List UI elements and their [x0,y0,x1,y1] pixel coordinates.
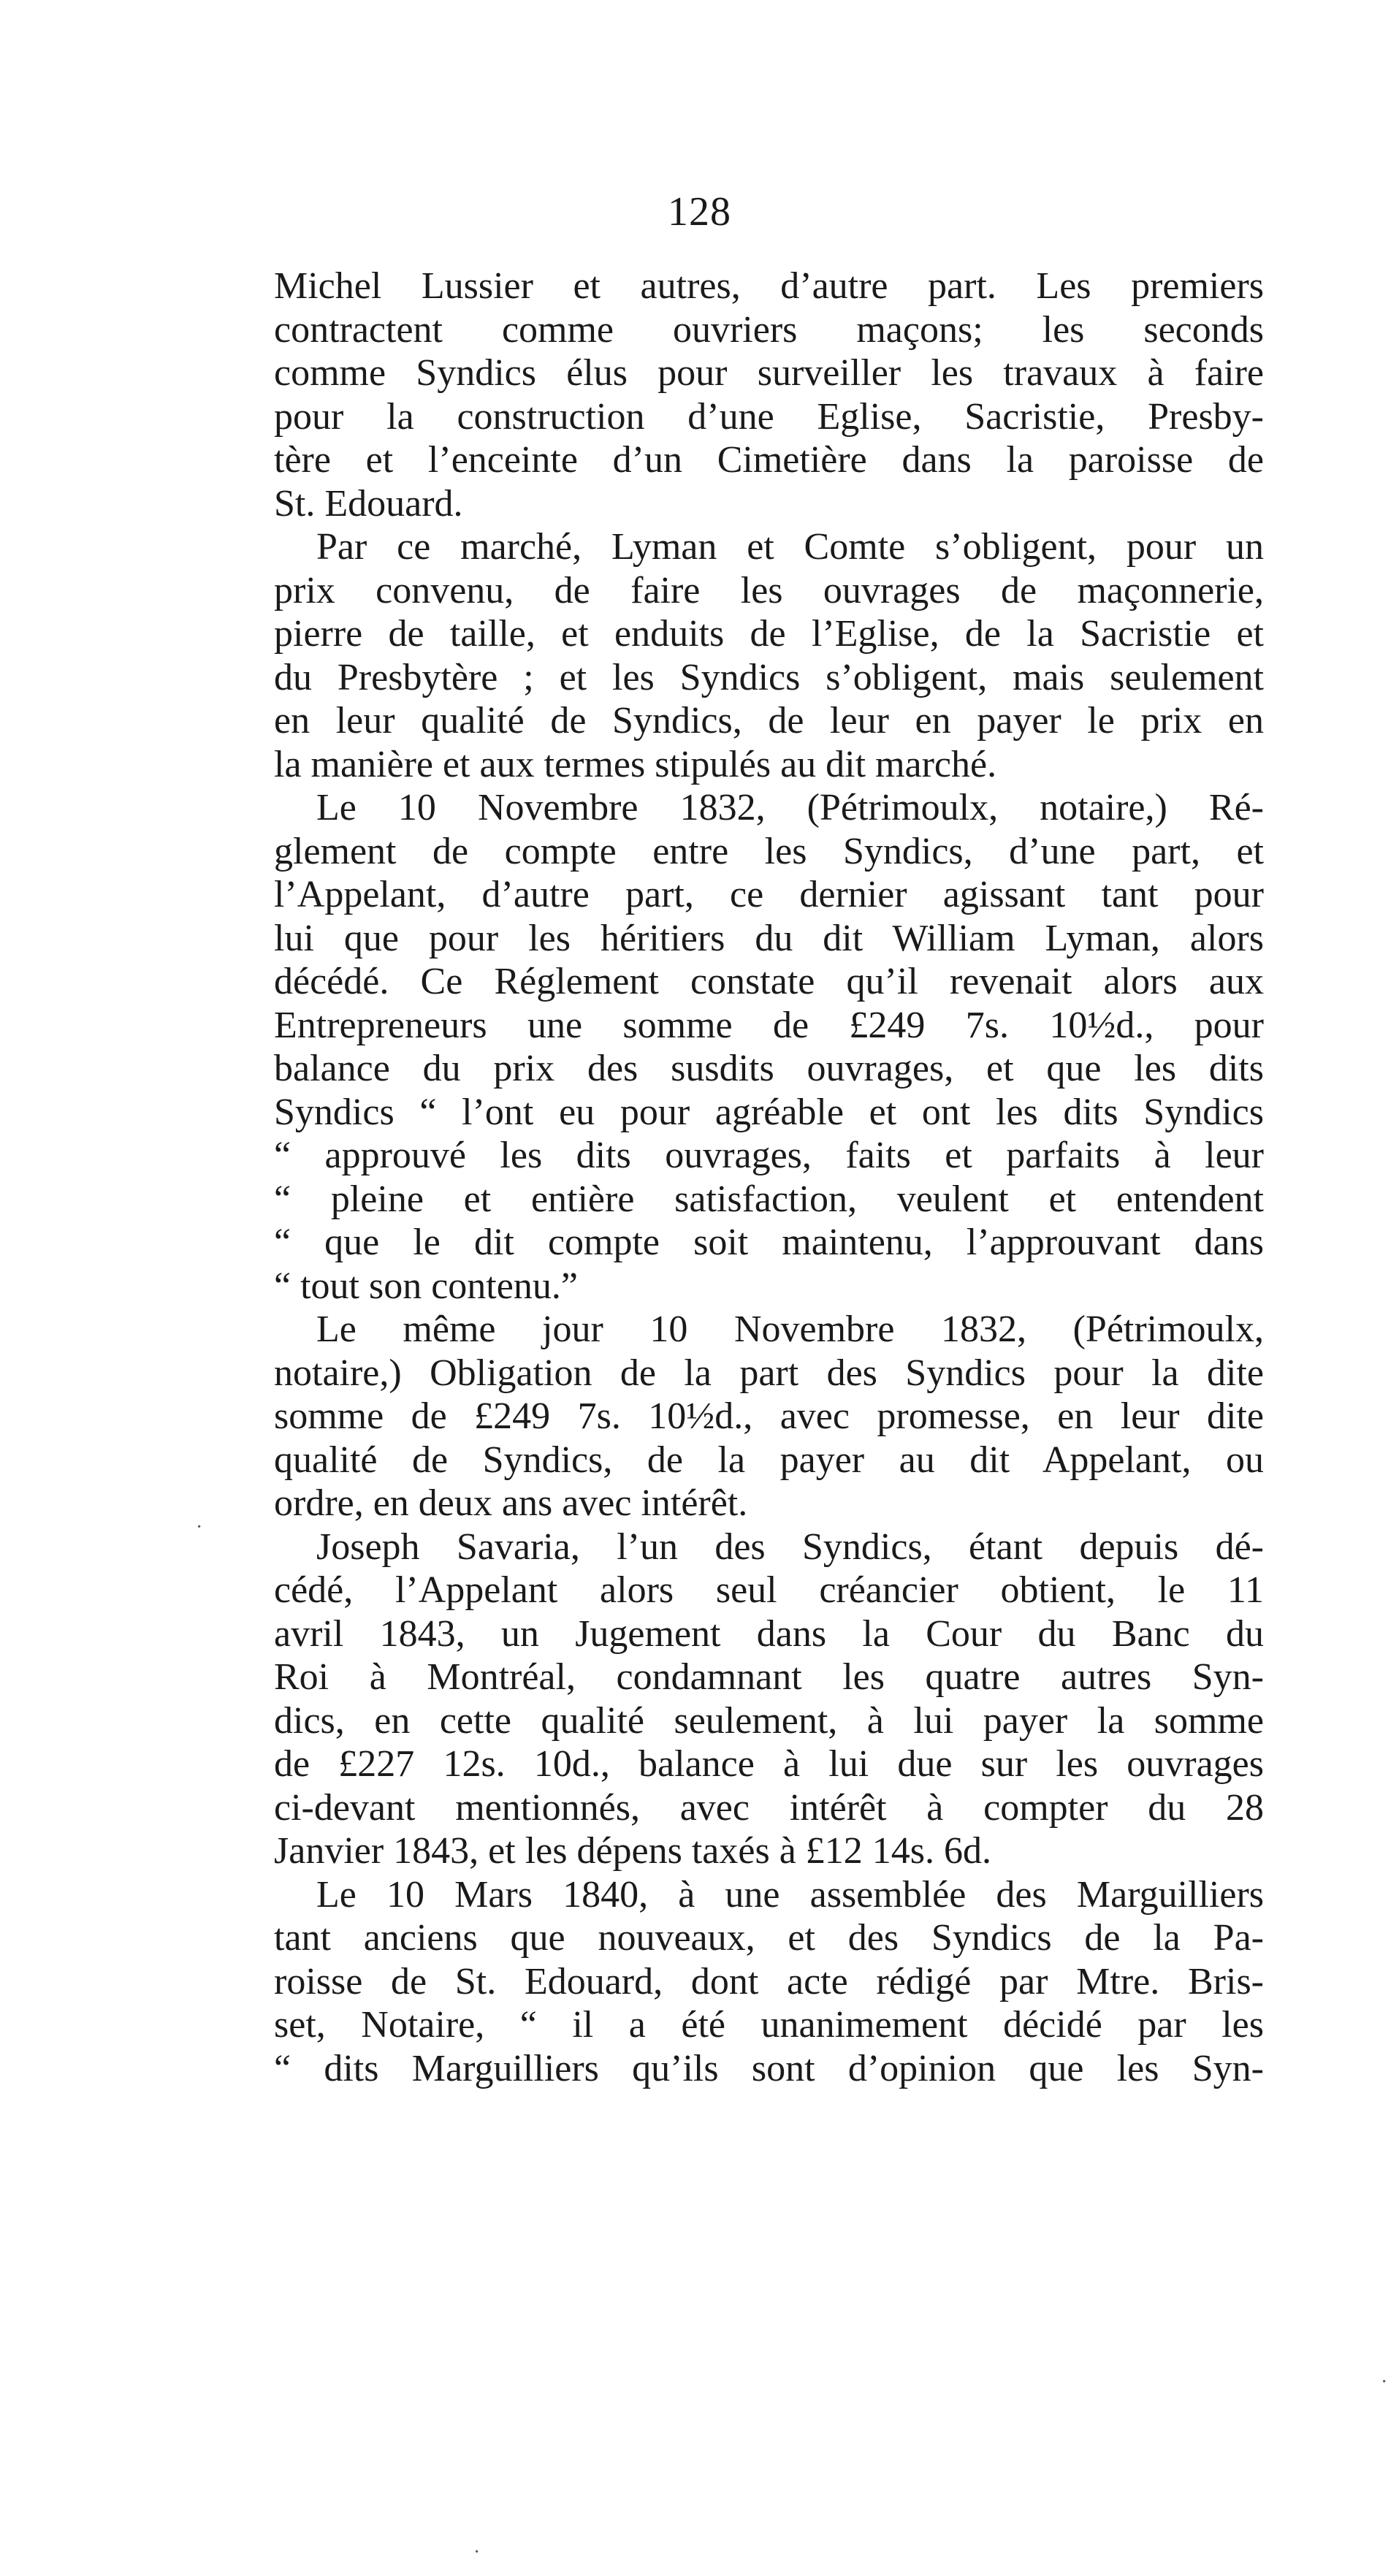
text-line: décédé. Ce Réglement constate qu’il revenait alors aux [274,961,1264,1002]
margin-mark: · [1381,2371,1388,2393]
text-line: l’Appelant, d’autre part, ce dernier agissant tant pour [274,874,1264,915]
text-line: notaire,) Obligation de la part des Syndics pour la dite [274,1352,1264,1394]
text-line: dics, en cette qualité seulement, à lui payer la somme [274,1699,1264,1742]
text-line: Le 10 Novembre 1832, (Pétrimoulx, notaire,) Ré- [316,787,1264,828]
text-line: en leur qualité de Syndics, de leur en payer le prix en [274,700,1264,742]
text-line: glement de compte entre les Syndics, d’une part, et [274,830,1264,872]
text-line: contractent comme ouvriers maçons; les seconds [274,308,1264,351]
text-line: “ approuvé les dits ouvrages, faits et parfaits à leur [274,1135,1264,1176]
text-line: somme de £249 7s. 10½d., avec promesse, en leur dite [274,1395,1264,1437]
text-line: ordre, en deux ans avec intérêt. [274,1482,748,1524]
margin-mark: · [196,1516,203,1539]
text-line: ci-devant mentionnés, avec intérêt à compter du 28 [274,1786,1264,1829]
body-text [274,264,1264,2090]
text-line: Joseph Savaria, l’un des Syndics, étant depuis dé- [316,1525,1264,1568]
text-line: “ que le dit compte soit maintenu, l’approuvant dans [274,1222,1264,1263]
text-line: balance du prix des susdits ouvrages, et que les dits [274,1048,1264,1089]
text-line: Le 10 Mars 1840, à une assemblée des Marguilliers [316,1873,1264,1916]
text-line: la manière et aux termes stipulés au dit marché. [274,743,997,785]
text-line: Syndics “ l’ont eu pour agréable et ont les dits Syndics [274,1091,1264,1133]
text-line: St. Edouard. [274,482,463,525]
page-number: 128 [668,189,731,235]
text-line: tant anciens que nouveaux, et des Syndics de la Pa- [274,1917,1264,1959]
text-line: Michel Lussier et autres, d’autre part. Les premiers [274,265,1264,307]
text-line: lui que pour les héritiers du dit William Lyman, alors [274,917,1264,959]
text-line: “ tout son contenu.” [274,1265,578,1307]
text-line: du Presbytère ; et les Syndics s’obligent, mais seulement [274,656,1264,698]
text-line: cédé, l’Appelant alors seul créancier obtient, le 11 [274,1569,1264,1611]
text-line: set, Notaire, “ il a été unanimement décidé par les [274,2004,1264,2046]
text-line: pierre de taille, et enduits de l’Eglise, de la Sacristie et [274,613,1264,655]
text-line: Entrepreneurs une somme de £249 7s. 10½d., pour [274,1004,1264,1046]
text-line: qualité de Syndics, de la payer au dit Appelant, ou [274,1438,1264,1481]
text-line: Le même jour 10 Novembre 1832, (Pétrimoulx, [316,1308,1264,1350]
text-line: pour la construction d’une Eglise, Sacristie, Presby- [274,395,1264,438]
text-line: Roi à Montréal, condamnant les quatre autres Syn- [274,1656,1264,1698]
text-line: prix convenu, de faire les ouvrages de maçonnerie, [274,569,1264,611]
margin-mark: · [473,2541,481,2564]
text-line: Par ce marché, Lyman et Comte s’obligent, pour un [316,526,1264,568]
text-line: “ pleine et entière satisfaction, veulent et entendent [274,1178,1264,1220]
text-line: Janvier 1843, et les dépens taxés à £12 14s. 6d. [274,1830,992,1872]
text-line: “ dits Marguilliers qu’ils sont d’opinion que les Syn- [274,2047,1264,2089]
text-line: roisse de St. Edouard, dont acte rédigé par Mtre. Bris- [274,1960,1264,2003]
text-line: comme Syndics élus pour surveiller les travaux à faire [274,352,1264,394]
text-line: avril 1843, un Jugement dans la Cour du Banc du [274,1612,1264,1655]
text-line: de £227 12s. 10d., balance à lui due sur les ouvrages [274,1743,1264,1785]
text-line: tère et l’enceinte d’un Cimetière dans la paroisse de [274,439,1264,481]
